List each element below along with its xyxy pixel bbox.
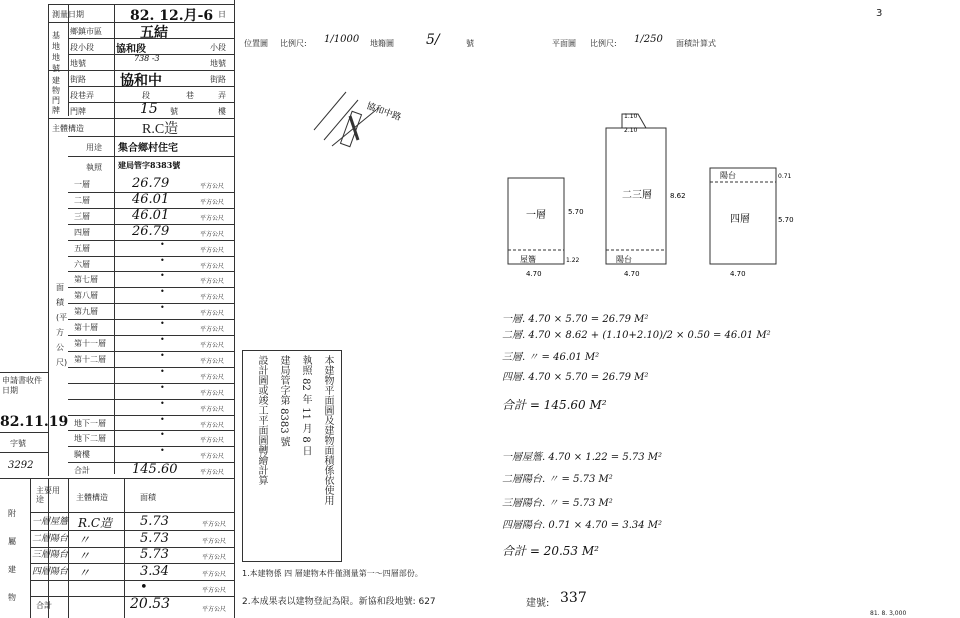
annex-total: 20.53 bbox=[130, 596, 171, 612]
calc-line: 二層陽台. 〃 = 5.73 M² bbox=[502, 474, 613, 485]
floor-area-value: 46.01 bbox=[132, 207, 170, 223]
calc-line: 三層陽台. 〃 = 5.73 M² bbox=[502, 498, 613, 509]
door-value: 15 bbox=[140, 101, 158, 117]
floor-area-unit: 平方公尺 bbox=[200, 453, 225, 461]
floor-area-unit: 平方公尺 bbox=[200, 357, 225, 365]
floor-area-unit: 平方公尺 bbox=[200, 214, 225, 222]
road-label: 街路 bbox=[70, 75, 86, 84]
floor-scale-label: 比例尺: bbox=[590, 39, 617, 48]
floor-area-value: • bbox=[160, 287, 165, 297]
floor-area-value: • bbox=[160, 239, 165, 249]
floor-row-divider bbox=[68, 446, 234, 447]
floor-row-divider bbox=[68, 240, 234, 241]
floor-label: 一層 bbox=[74, 180, 90, 189]
annex-area-unit: 平方公尺 bbox=[202, 554, 227, 561]
floor-label: 第九層 bbox=[74, 307, 98, 317]
usage-label: 用途 bbox=[86, 143, 102, 152]
lane-a: 段 bbox=[142, 91, 150, 100]
annex-struct: 〃 bbox=[78, 532, 91, 547]
usage-value: 集合鄉村住宅 bbox=[118, 143, 178, 154]
apply-no: 3292 bbox=[8, 460, 34, 471]
floor-label: 第七層 bbox=[74, 275, 98, 285]
floor-area-unit: 平方公尺 bbox=[200, 183, 225, 190]
floor-area-unit: 平方公尺 bbox=[200, 405, 225, 413]
plan3-w: 4.70 bbox=[730, 270, 746, 278]
annex-row-divider bbox=[30, 580, 234, 581]
base-group-label: 基地地號 bbox=[52, 31, 60, 73]
floor-area-unit: 平方公尺 bbox=[200, 469, 225, 477]
annex-area: 5.73 bbox=[140, 530, 169, 546]
plans-area bbox=[236, 0, 960, 618]
annex-label: 附屬建物 bbox=[8, 509, 16, 602]
certification-stamp bbox=[242, 350, 342, 562]
loc-scale-label: 比例尺: bbox=[280, 39, 307, 48]
annex-area-unit: 平方公尺 bbox=[202, 537, 227, 545]
plan1-sub: 屋簷 bbox=[520, 255, 536, 264]
floor-area-unit: 平方公尺 bbox=[200, 294, 225, 302]
annex-header-struct: 主體構造 bbox=[76, 493, 108, 502]
floor-area-value: • bbox=[160, 398, 165, 408]
door-unit2: 樓 bbox=[218, 107, 226, 116]
floor-area-unit: 平方公尺 bbox=[200, 278, 225, 286]
plan1-box bbox=[508, 178, 564, 264]
floor-row-divider bbox=[68, 287, 234, 288]
floor-label: 騎樓 bbox=[74, 450, 90, 460]
calc-line: 一層屋簷. 4.70 × 1.22 = 5.73 M² bbox=[502, 452, 663, 463]
plan1-label: 一層 bbox=[526, 210, 546, 221]
location-title: 位置圖 bbox=[244, 39, 268, 48]
floor-area-unit: 平方公尺 bbox=[200, 230, 225, 238]
floor-area-value: • bbox=[160, 335, 165, 344]
lane-label: 段巷弄 bbox=[70, 91, 94, 100]
land-no-label: 地號 bbox=[70, 59, 86, 68]
floor-area-unit: 平方公尺 bbox=[200, 310, 225, 318]
footer-code: 81. 8. 3,000 bbox=[870, 610, 907, 617]
lane-b: 巷 bbox=[186, 91, 194, 100]
plan3-e: 0.71 bbox=[778, 173, 792, 180]
annex-total-unit: 平方公尺 bbox=[202, 606, 227, 613]
floor-row-divider bbox=[68, 256, 234, 257]
lane-unit: 弄 bbox=[218, 91, 226, 100]
floor-label: 地下一層 bbox=[74, 418, 106, 428]
floor-area-unit: 平方公尺 bbox=[200, 389, 225, 397]
calc-line: 三層. 〃 = 46.01 M² bbox=[502, 352, 600, 363]
calc-line: 合計 = 20.53 M² bbox=[502, 544, 599, 558]
plan2-sub: 陽台 bbox=[616, 255, 632, 264]
floor-area-value: • bbox=[160, 255, 165, 265]
street-label: 協和中路 bbox=[364, 101, 403, 124]
page-number: 3 bbox=[876, 8, 883, 19]
floor-row-divider bbox=[68, 430, 234, 431]
stamp-line: 本建物平面圖及建物面積係依使用 bbox=[322, 355, 333, 505]
annex-area: 5.73 bbox=[140, 514, 169, 529]
floor-area-value: • bbox=[160, 430, 165, 440]
annex-area: 5.73 bbox=[140, 547, 169, 562]
annex-area-unit: 平方公尺 bbox=[202, 570, 227, 578]
floor-row-divider bbox=[68, 399, 234, 400]
calc-line: 四層陽台. 0.71 × 4.70 = 3.34 M² bbox=[502, 520, 663, 531]
floor-area-value: 145.60 bbox=[132, 462, 178, 478]
calc-line: 合計 = 145.60 M² bbox=[502, 398, 607, 412]
floor-plan-title: 平面圖 bbox=[552, 39, 576, 48]
floor-row-divider bbox=[68, 319, 234, 320]
bldg-no: 337 bbox=[560, 590, 587, 606]
floor-row-divider bbox=[68, 415, 234, 416]
annex-struct: 〃 bbox=[78, 549, 91, 563]
loc-scale: 1/1000 bbox=[324, 34, 360, 45]
floor-row-divider bbox=[68, 383, 234, 384]
door-unit: 號 bbox=[170, 107, 178, 116]
floor-row-divider bbox=[68, 335, 234, 336]
floor-label: 第十二層 bbox=[74, 354, 106, 364]
floor-label: 地下二層 bbox=[74, 434, 106, 444]
annex-area: • bbox=[140, 580, 148, 595]
survey-date-unit: 日 bbox=[218, 10, 226, 19]
annex-area-unit: 平方公尺 bbox=[202, 521, 227, 528]
annex-use: 三層陽台 bbox=[32, 550, 69, 560]
section-unit: 小段 bbox=[210, 43, 226, 52]
township-label: 鄉鎮市區 bbox=[70, 27, 102, 36]
annex-struct: 〃 bbox=[78, 565, 91, 580]
floor-label: 五層 bbox=[74, 243, 90, 253]
plan1-e: 1.22 bbox=[566, 257, 580, 264]
floor-area-value: • bbox=[160, 271, 165, 281]
floor-area-value: • bbox=[160, 350, 165, 360]
section-label: 段小段 bbox=[70, 43, 94, 52]
floor-area-value: 26.79 bbox=[132, 223, 170, 239]
floor-area-value: • bbox=[160, 446, 165, 456]
annex-use: 四層陽台 bbox=[32, 566, 69, 577]
floor-area-unit: 平方公尺 bbox=[200, 373, 225, 381]
cadastral-label: 地籍圖 bbox=[370, 39, 394, 48]
location-map bbox=[306, 90, 416, 170]
road-value: 協和中 bbox=[120, 73, 162, 89]
survey-date-value: 82. 12.月-6 bbox=[130, 8, 214, 24]
apply-no-label: 字號 bbox=[10, 439, 26, 448]
annex-header-use: 主要用途 bbox=[36, 486, 60, 504]
floor-scale: 1/250 bbox=[634, 34, 663, 45]
calc-line: 二層. 4.70 × 8.62 + (1.10+2.10)/2 × 0.50 = 46.01 M² bbox=[502, 330, 771, 341]
plan2-h: 8.62 bbox=[670, 192, 686, 200]
floor-area-unit: 平方公尺 bbox=[200, 421, 225, 429]
annex-header-area: 面積 bbox=[140, 493, 156, 502]
form-table bbox=[0, 0, 236, 618]
floor-label: 六層 bbox=[74, 259, 90, 269]
floor-area-value: • bbox=[160, 414, 165, 424]
apply-date: 82.11.19 bbox=[0, 414, 69, 430]
stamp-line: 建局管字第 8383 號 bbox=[278, 355, 289, 447]
bldg-group-label: 建物門牌 bbox=[52, 76, 60, 115]
plan3-h: 5.70 bbox=[778, 216, 794, 224]
annex-total-label: 合計 bbox=[36, 601, 52, 610]
annex-area-unit: 平方公尺 bbox=[202, 587, 227, 594]
area-group-label: 面積(平方公尺) bbox=[56, 283, 68, 367]
structure-label: 主體構造 bbox=[52, 124, 84, 133]
floor-label: 第十層 bbox=[74, 323, 98, 333]
floor-area-unit: 平方公尺 bbox=[200, 326, 225, 334]
floor-area-unit: 平方公尺 bbox=[200, 437, 225, 445]
bldg-no-label: 建號: bbox=[526, 598, 550, 609]
floor-row-divider bbox=[68, 303, 234, 304]
floor-plans bbox=[496, 110, 796, 280]
area-calc-label: 面積計算式 bbox=[676, 39, 716, 48]
door-label: 門牌 bbox=[70, 107, 86, 116]
annex-use: 二層陽台 bbox=[32, 533, 69, 544]
plan1-h: 5.70 bbox=[568, 208, 584, 216]
plan2-t2: 2.10 bbox=[624, 127, 638, 134]
floor-area-unit: 平方公尺 bbox=[200, 198, 225, 206]
floor-area-value: 26.79 bbox=[132, 176, 170, 191]
road-unit: 街路 bbox=[210, 75, 226, 84]
apply-label: 申請書收件日期 bbox=[2, 376, 42, 395]
floor-area-value: • bbox=[160, 382, 165, 392]
permit-value: 建局管字8383號 bbox=[118, 160, 181, 170]
floor-label: 二層 bbox=[74, 195, 90, 205]
floor-area-value: • bbox=[160, 366, 165, 376]
floor-area-value: 46.01 bbox=[132, 191, 170, 207]
cadastral-unit: 號 bbox=[466, 39, 474, 48]
annex-area: 3.34 bbox=[140, 563, 169, 579]
plan3-label: 四層 bbox=[730, 214, 750, 225]
floor-area-value: • bbox=[160, 303, 165, 313]
cadastral-no: 5/ bbox=[426, 32, 440, 48]
floor-label: 合計 bbox=[74, 466, 90, 476]
floor-row-divider bbox=[68, 271, 234, 272]
calc-line: 一層. 4.70 × 5.70 = 26.79 M² bbox=[502, 314, 649, 325]
note-2: 2.本成果表以建物登記為限。新協和段地號: 627 bbox=[242, 597, 436, 607]
structure-value: R.C造 bbox=[142, 122, 179, 137]
plan2-top: 1.10 bbox=[624, 113, 638, 120]
permit-label: 執照 bbox=[86, 163, 102, 172]
land-no-value: 738 -3 bbox=[134, 54, 160, 63]
floor-label: 第十一層 bbox=[74, 339, 106, 348]
floor-label: 第八層 bbox=[74, 291, 98, 301]
plan2-w: 4.70 bbox=[624, 270, 640, 278]
floor-area-value: • bbox=[160, 319, 165, 329]
annex-use: 一層屋簷 bbox=[32, 517, 69, 527]
stamp-line: 設計圖或竣工平面圖轉繪計算 bbox=[256, 355, 267, 485]
township-value: 五結 bbox=[140, 25, 168, 41]
plan3-sub: 陽台 bbox=[720, 171, 736, 180]
floor-row-divider bbox=[68, 351, 234, 352]
stamp-line: 執照 82 年 11 月 8 日 bbox=[300, 355, 311, 456]
floor-label: 三層 bbox=[74, 211, 90, 221]
plan2-label: 二三層 bbox=[622, 190, 652, 201]
floor-label: 四層 bbox=[74, 227, 90, 237]
floor-area-unit: 平方公尺 bbox=[200, 246, 225, 254]
floor-area-unit: 平方公尺 bbox=[200, 262, 225, 270]
floor-row-divider bbox=[68, 367, 234, 368]
section-value: 協和段 bbox=[116, 44, 146, 55]
calc-line: 四層. 4.70 × 5.70 = 26.79 M² bbox=[502, 372, 649, 383]
land-no-unit: 地號 bbox=[210, 59, 226, 68]
survey-date-label: 測量日期 bbox=[52, 10, 84, 19]
plan1-w: 4.70 bbox=[526, 270, 542, 278]
annex-struct: R.C造 bbox=[78, 516, 113, 530]
note-1: 1.本建物係 四 層建物本件僅測量第一〜四層部份。 bbox=[242, 569, 423, 578]
floor-area-unit: 平方公尺 bbox=[200, 342, 225, 349]
